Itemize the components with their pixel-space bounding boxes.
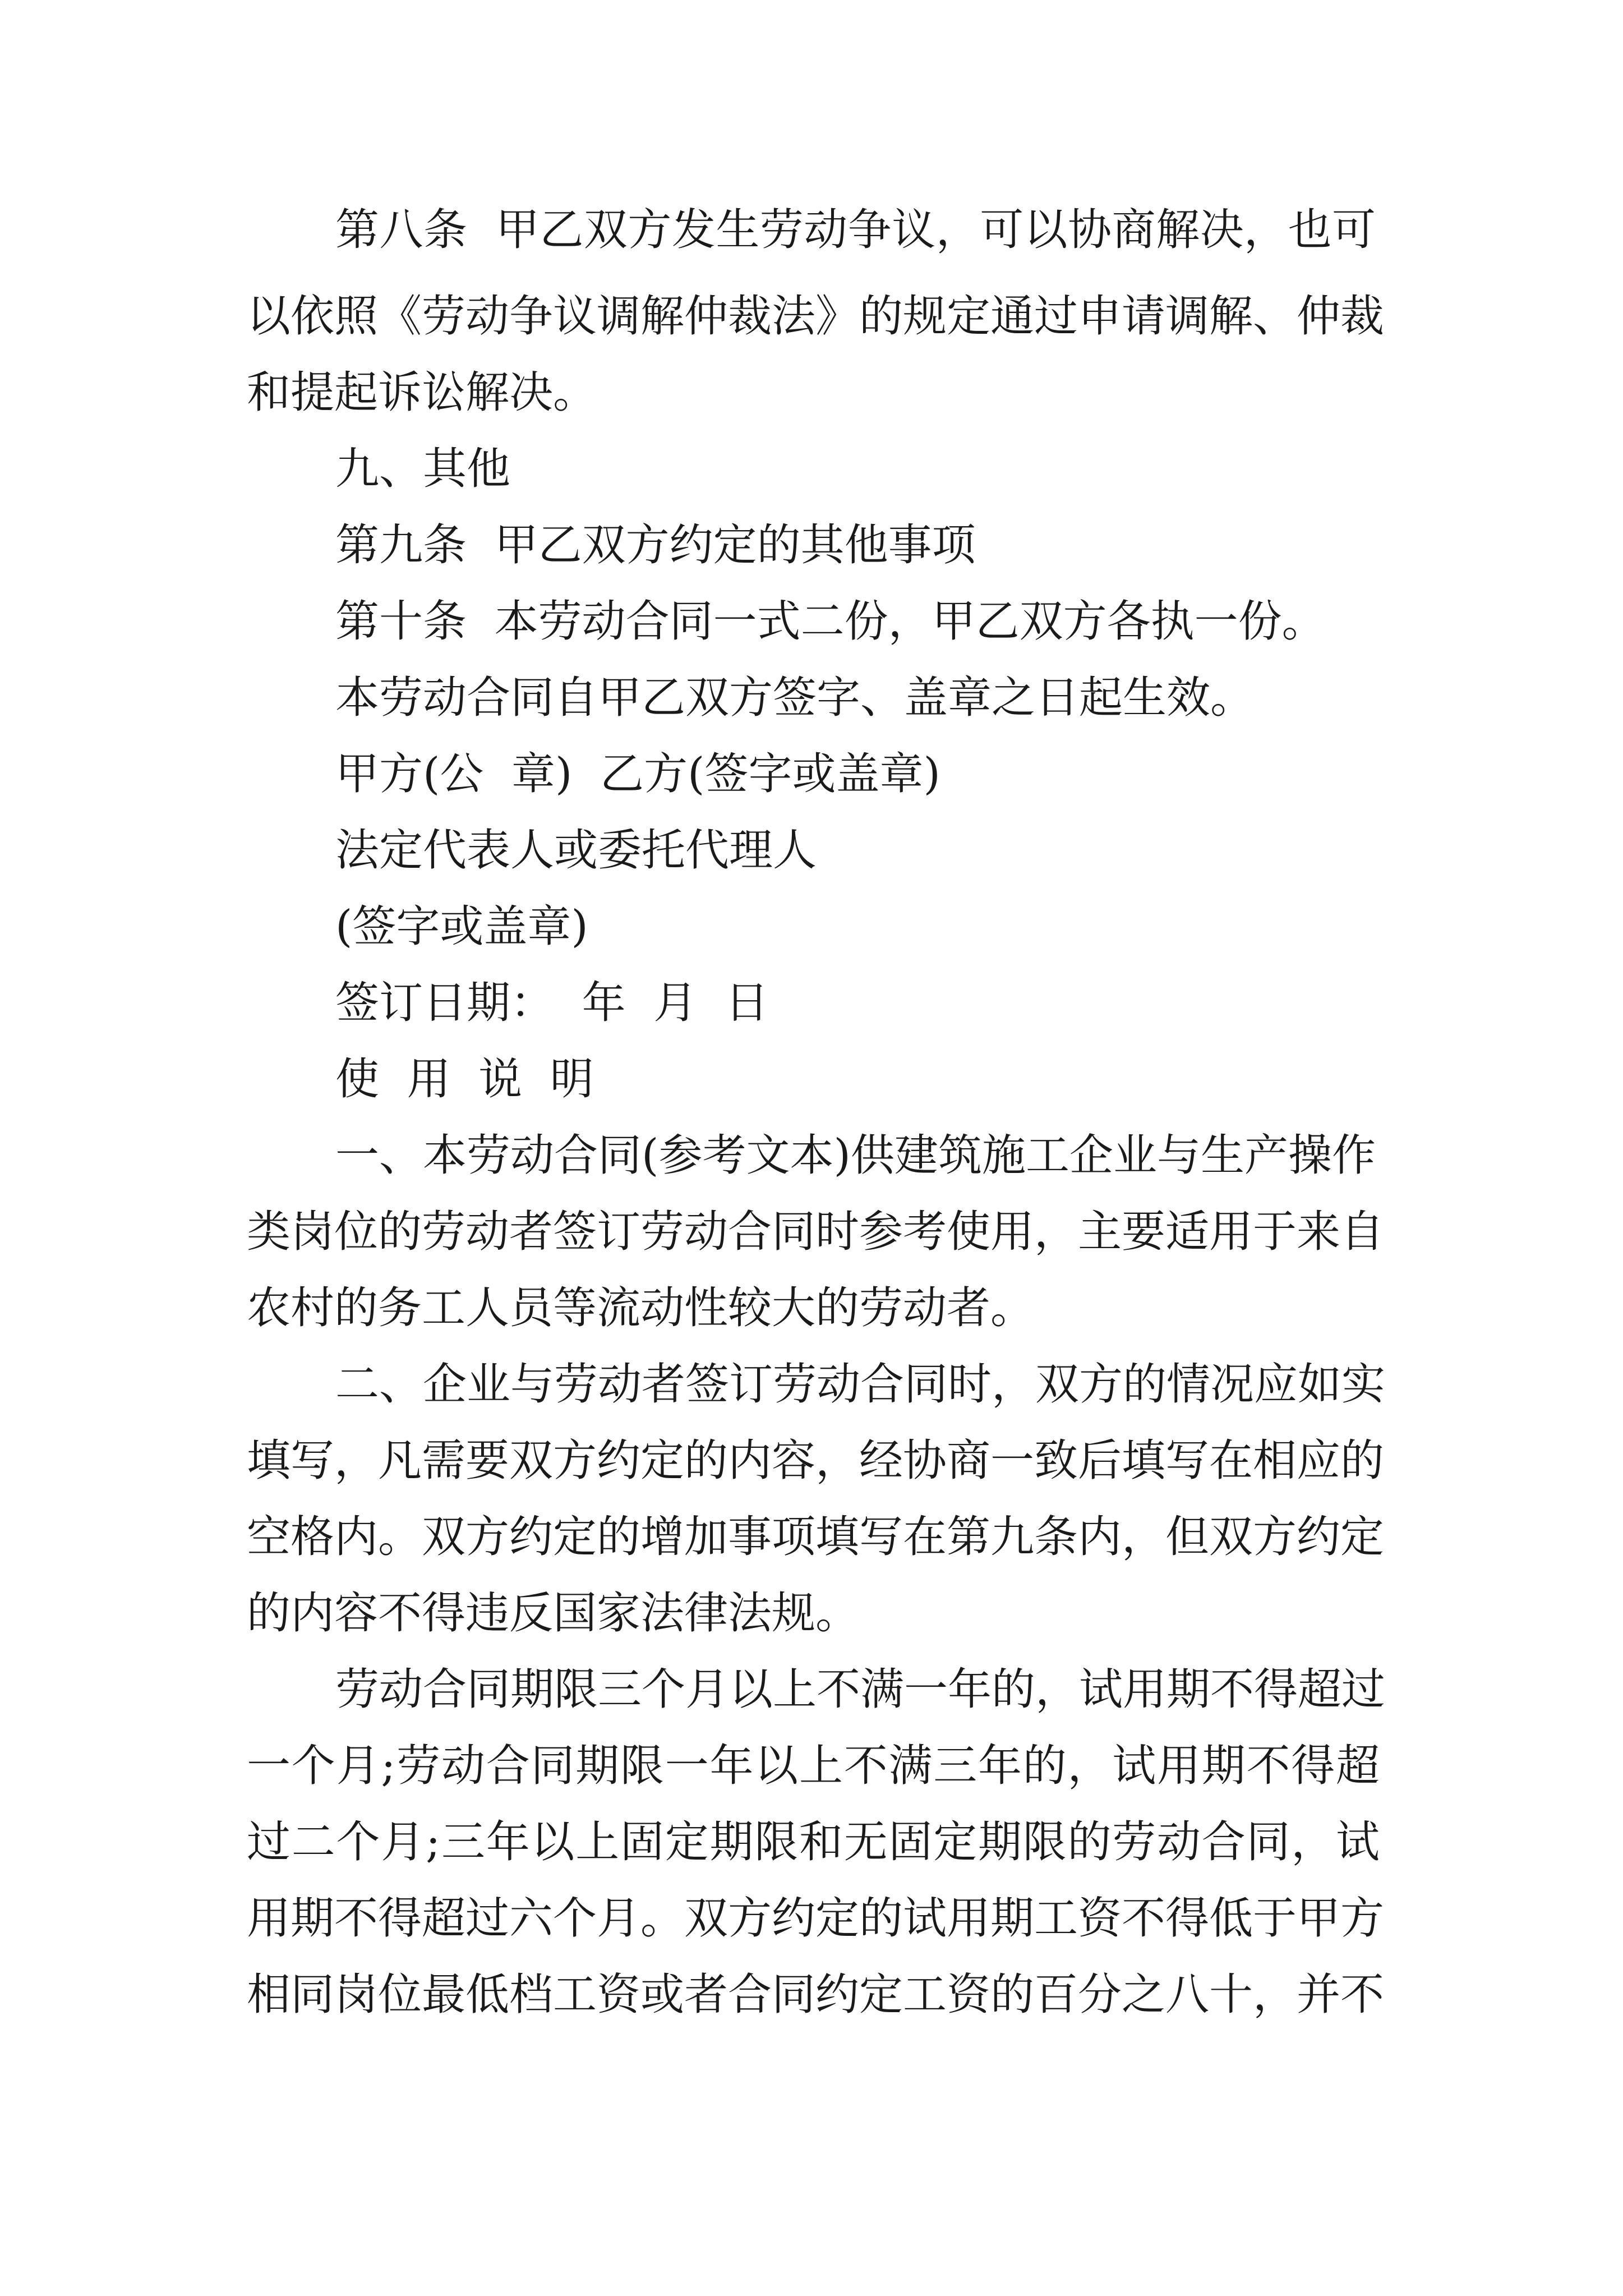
instruction-1-line-1: 一、本劳动合同(参考文本)供建筑施工企业与生产操作 xyxy=(335,1130,1376,1181)
probation-line-4: 用期不得超过六个月。双方约定的试用期工资不得低于甲方 xyxy=(247,1893,1385,1944)
party-signature-line: 甲方(公 章) 乙方(签字或盖章) xyxy=(335,749,940,799)
instruction-2-line-3: 空格内。双方约定的增加事项填写在第九条内，但双方约定 xyxy=(247,1512,1385,1562)
clause-8-line-2: 以依照《劳动争议调解仲裁法》的规定通过申请调解、仲裁 xyxy=(247,291,1385,342)
sign-or-seal-line: (签字或盖章) xyxy=(335,901,588,952)
probation-line-3: 过二个月;三年以上固定期限和无固定期限的劳动合同，试 xyxy=(247,1817,1380,1867)
instruction-2-line-1: 二、企业与劳动者签订劳动合同时，双方的情况应如实 xyxy=(335,1359,1386,1410)
probation-line-1: 劳动合同期限三个月以上不满一年的，试用期不得超过 xyxy=(335,1664,1386,1715)
section-9-heading: 九、其他 xyxy=(335,444,511,494)
clause-8-line-1: 第八条 甲乙双方发生劳动争议，可以协商解决，也可 xyxy=(335,205,1376,255)
instructions-heading: 使 用 说 明 xyxy=(335,1054,594,1105)
instruction-1-line-3: 农村的务工人员等流动性较大的劳动者。 xyxy=(247,1283,1035,1333)
legal-representative-line: 法定代表人或委托代理人 xyxy=(335,825,817,876)
instruction-2-line-4: 的内容不得违反国家法律法规。 xyxy=(247,1588,860,1639)
instruction-1-line-2: 类岗位的劳动者签订劳动合同时参考使用，主要适用于来自 xyxy=(247,1207,1385,1257)
probation-line-2: 一个月;劳动合同期限一年以上不满三年的，试用期不得超 xyxy=(247,1741,1380,1791)
effective-line: 本劳动合同自甲乙双方签字、盖章之日起生效。 xyxy=(335,673,1255,723)
clause-8-line-3: 和提起诉讼解决。 xyxy=(247,367,597,418)
instruction-2-line-2: 填写，凡需要双方约定的内容，经协商一致后填写在相应的 xyxy=(247,1435,1385,1486)
clause-10-line: 第十条 本劳动合同一式二份，甲乙双方各执一份。 xyxy=(335,596,1326,647)
clause-9-line: 第九条 甲乙双方约定的其他事项 xyxy=(335,520,976,570)
signing-date-line: 签订日期： 年 月 日 xyxy=(335,978,769,1028)
probation-line-5: 相同岗位最低档工资或者合同约定工资的百分之八十，并不 xyxy=(247,1970,1385,2020)
